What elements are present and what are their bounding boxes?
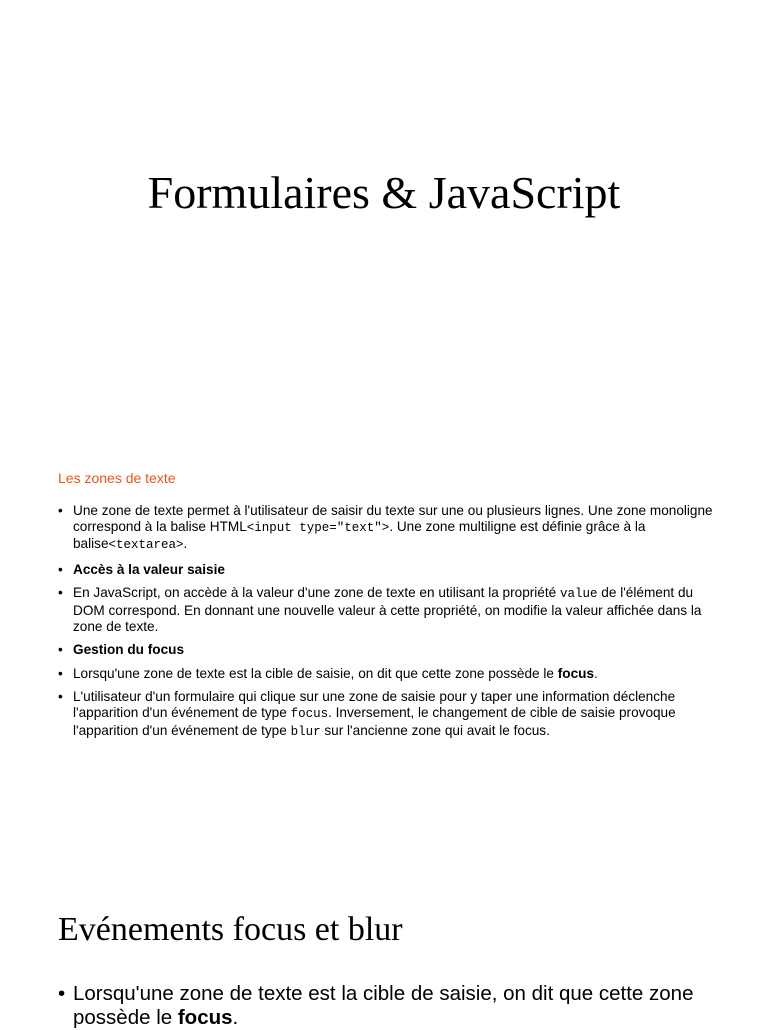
bullet-marker: • xyxy=(58,642,63,658)
bullet-marker: • xyxy=(58,585,63,601)
bullet-heading: Gestion du focus xyxy=(73,642,185,658)
list-item xyxy=(58,982,738,1030)
bullet-text: . Inversement, le changement de cible de saisie provoque l'apparition d'un événement de type xyxy=(73,704,676,738)
bullet-text: L'utilisateur d'un formulaire qui clique sur une zone de saisie pour y taper une information déclenche l'apparition d'un événement de type xyxy=(73,689,676,720)
code-snippet: blur xyxy=(290,724,321,739)
bullet-list xyxy=(58,982,738,1030)
bullet-text: Une zone de texte permet à l'utilisateur de saisir du texte sur une ou plusieurs lignes. Une zone monoligne correspond à la balise HTML xyxy=(73,503,713,534)
bullet-text: Lorsqu'une zone de texte est la cible de saisie, on dit que cette zone possède le xyxy=(73,982,694,1029)
bullet-text: Lorsqu'une zone de texte est la cible de saisie, on dit que cette zone possède le xyxy=(73,665,558,681)
code-snippet: focus xyxy=(290,706,329,721)
bullet-marker: • xyxy=(58,503,63,518)
list-item xyxy=(58,503,718,554)
bullet-list xyxy=(58,503,718,748)
list-item xyxy=(58,689,718,740)
code-snippet: <textarea> xyxy=(108,538,184,553)
bullet-text: sur l'ancienne zone qui avait le focus. xyxy=(320,722,550,738)
bullet-text: . xyxy=(232,1006,239,1029)
section-title: Evénements focus et blur xyxy=(58,911,403,948)
bullet-text: . xyxy=(183,536,188,552)
code-snippet: value xyxy=(560,587,598,602)
list-item xyxy=(58,585,718,634)
bullet-text: En JavaScript, on accède à la valeur d'une zone de texte en utilisant la propriété xyxy=(73,585,560,601)
bullet-marker: • xyxy=(58,982,66,1005)
bullet-text: de l'élément du DOM correspond. En donnant une nouvelle valeur à cette propriété, on modifie la valeur affichée dans la zone de texte. xyxy=(73,585,702,634)
section-heading: Les zones de texte xyxy=(58,470,176,486)
bullet-text: . Une zone multiligne est définie grâce à la balise xyxy=(73,518,646,552)
code-snippet: <input type="text"> xyxy=(246,520,390,535)
bullet-marker: • xyxy=(58,689,63,705)
bullet-marker: • xyxy=(58,665,63,681)
bullet-text: . xyxy=(594,665,598,681)
list-item xyxy=(58,642,718,658)
slide-title: Formulaires & JavaScript xyxy=(147,167,621,218)
list-item xyxy=(58,666,718,682)
bold-term: focus xyxy=(177,1006,233,1029)
bullet-marker: • xyxy=(58,561,63,577)
list-item xyxy=(58,562,718,578)
bold-term: focus xyxy=(557,665,595,681)
bullet-heading: Accès à la valeur saisie xyxy=(73,561,225,577)
